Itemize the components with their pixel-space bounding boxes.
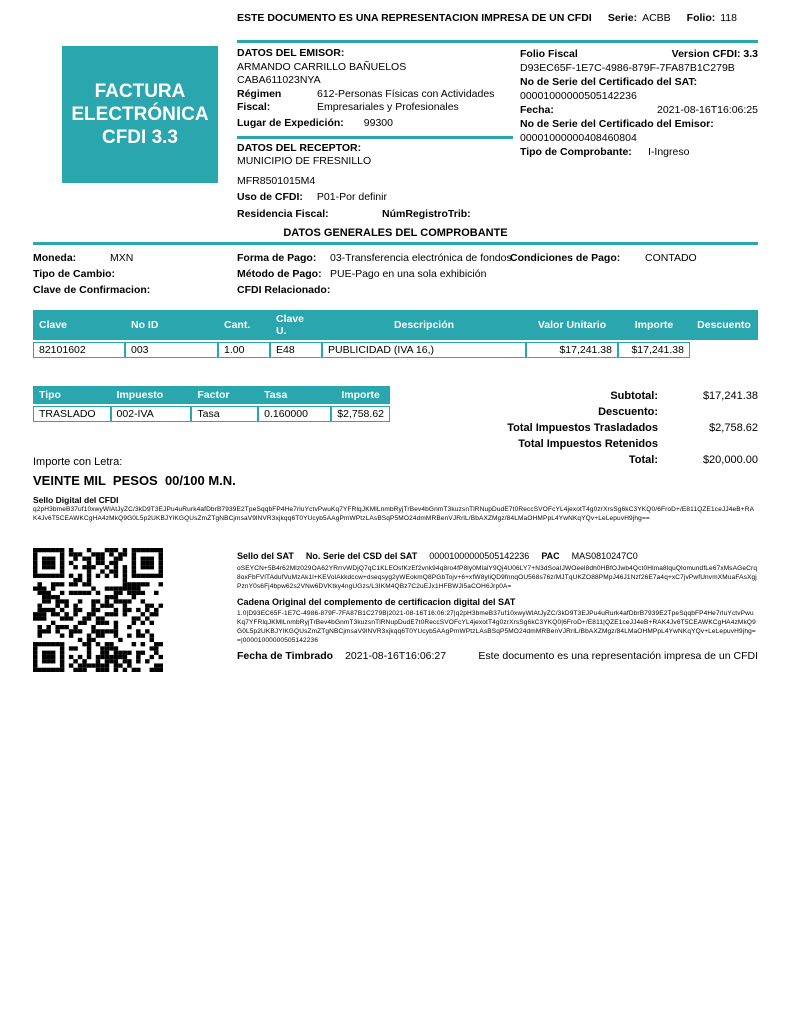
descuento-label: Descuento: (598, 406, 658, 418)
table-row (33, 406, 390, 422)
cell-factor: Tasa (191, 406, 258, 422)
uso-cfdi-value: P01-Por definir (316, 191, 387, 203)
col-noid: No ID (125, 310, 218, 340)
cell-clave: 82101602 (33, 342, 125, 358)
fecha-timbrado-label: Fecha de Timbrado (237, 650, 334, 662)
emisor-nombre: ARMANDO CARRILLO BAÑUELOS (237, 60, 407, 73)
trasladados-label: Total Impuestos Trasladados (507, 422, 658, 434)
document-header-title: ESTE DOCUMENTO ES UNA REPRESENTACION IMPRESA DE UN CFDI (237, 12, 592, 24)
regimen-fiscal-row (237, 88, 513, 115)
forma-pago-label: Forma de Pago: (237, 252, 317, 264)
generales-section (33, 252, 758, 300)
moneda-label: Moneda: (33, 252, 77, 264)
serie-cert-emisor-label: No de Serie del Certificado del Emisor: (520, 118, 714, 130)
col-tasa: Tasa (258, 386, 331, 404)
totals-section (420, 390, 758, 470)
sello-sat-label: Sello del SAT (237, 551, 294, 561)
importe-letra-value: VEINTE MIL PESOS 00/100 M.N. (33, 473, 236, 488)
regimen-fiscal-label: Régimen Fiscal: (237, 87, 282, 113)
col-claveu: Clave U. (270, 310, 322, 340)
num-registro-trib-label: NúmRegistroTrib: (382, 207, 471, 220)
col-factor: Factor (191, 386, 258, 404)
clave-confirmacion-label: Clave de Confirmacion: (33, 284, 151, 296)
receptor-section-label: DATOS DEL RECEPTOR: (237, 141, 362, 154)
generales-title: DATOS GENERALES DEL COMPROBANTE (283, 227, 508, 239)
subtotal-row (420, 390, 758, 406)
residencia-row (237, 208, 513, 222)
pac-label: PAC (541, 551, 560, 561)
serie-value: ACBB (642, 12, 671, 24)
factura-electronica-badge (62, 46, 218, 183)
folio-fiscal-row (520, 47, 758, 61)
impuestos-header-row (33, 386, 390, 404)
serie-cert-emisor-value: 00001000000408460804 (520, 132, 637, 144)
cell-descuento (690, 342, 758, 358)
fecha-label: Fecha: (520, 104, 554, 116)
fecha-value: 2021-08-16T16:06:25 (657, 104, 758, 116)
items-table (33, 308, 758, 360)
cell-tasa: 0.160000 (258, 406, 331, 422)
descuento-value (658, 406, 758, 422)
cell-importe: $17,241.38 (618, 342, 690, 358)
qr-code (33, 548, 163, 672)
divider (237, 136, 513, 139)
forma-pago-value: 03-Transferencia electrónica de fondos (330, 252, 512, 264)
generales-row-1 (33, 252, 758, 268)
total-label: Total: (628, 454, 658, 466)
moneda-value: MXN (110, 252, 134, 264)
col-clave: Clave (33, 310, 125, 340)
serie-label: Serie: (607, 12, 638, 24)
emisor-section-label: DATOS DEL EMISOR: (237, 47, 345, 59)
tipo-comprobante-label: Tipo de Comprobante: (520, 146, 632, 158)
pac-value: MAS0810247C0 (571, 551, 638, 561)
folio-value: 118 (720, 12, 737, 24)
fecha-timbrado (237, 650, 446, 662)
csd-sat-value: 00001000000505142236 (429, 551, 530, 561)
folio-label: Folio: (686, 12, 716, 24)
csd-sat-label: No. Serie del CSD del SAT (305, 551, 418, 561)
importe-letra-section (33, 456, 236, 488)
total-value: $20,000.00 (702, 454, 758, 466)
table-row (33, 342, 758, 358)
col-valor-unitario: Valor Unitario (526, 310, 618, 340)
lugar-expedicion-label: Lugar de Expedición: (237, 116, 344, 129)
timbrado-row (237, 650, 758, 662)
sello-cfdi-value: q2pH3bmeB37uf10xwyWlAtJyZC/3kD9T3EJPu4uRurk4afDbrB7939E2TpeSqqbFP4He7rluYctvPwuKq7YFRlqJKMlLnmbRyjTrBev4bGnmT3kuzsnTlRNupDudE7t0ReccSVOFcYL4jexotT4g0zrXrsSg6kC3YKQ0/6FroD+/E811QZE1ceJJ4eB+RAK4Jv6T5CEAWKCgHA4zMkQ9G0L5p2UKBJYlKGQUsZmZTgNBCjmsaV9lNVR3xjkqq6T0YUcyb5AAgPmWPtzLAsBSqP5MO24dmMRBenVJRrlL/BbAXZMgz/84LMaOHMPpL4YwNKqYQv+LeLepuvH9jhg== (33, 506, 755, 522)
brand-line2: ELECTRÓNICA (71, 103, 209, 125)
brand-line3: CFDI 3.3 (101, 127, 179, 149)
regimen-fiscal-value: 612-Personas Físicas con Actividades Empresariales y Profesionales (317, 87, 495, 113)
sat-section (237, 551, 758, 662)
retenidos-row (420, 438, 758, 454)
divider (237, 40, 758, 43)
col-descuento: Descuento (690, 310, 758, 340)
tipo-comprobante-value: I-Ingreso (648, 146, 690, 158)
fiscal-section (520, 47, 758, 159)
importe-letra-label: Importe con Letra: (33, 456, 123, 468)
uso-cfdi-label: Uso de CFDI: (237, 191, 303, 203)
total-row (420, 454, 758, 470)
condiciones-pago-value: CONTADO (645, 252, 697, 264)
uuid-value: D93EC65F-1E7C-4986-879F-7FA87B1C279B (520, 62, 735, 74)
cell-valor-unitario: $17,241.38 (526, 342, 618, 358)
serie-cert-sat-label: No de Serie del Certificado del SAT: (520, 76, 698, 88)
trasladados-value: $2,758.62 (709, 422, 758, 434)
cell-impuesto: 002-IVA (111, 406, 192, 422)
serie-folio (608, 12, 737, 24)
fecha-timbrado-value: 2021-08-16T16:06:27 (345, 650, 447, 662)
timbrado-note: Este documento es una representación impresa de un CFDI (478, 650, 758, 662)
metodo-pago-label: Método de Pago: (237, 268, 322, 280)
sello-cfdi-section (33, 495, 758, 523)
cell-descripcion: PUBLICIDAD (IVA 16,) (322, 342, 526, 358)
col-tipo: Tipo (33, 386, 111, 404)
folio-fiscal-label: Folio Fiscal (520, 48, 578, 60)
generales-row-2 (33, 268, 758, 284)
emisor-rfc: CABA611023NYA (237, 74, 321, 86)
cadena-original-label: Cadena Original del complemento de certificacion digital del SAT (237, 597, 516, 607)
cadena-original-value: 1.0|D93EC65F-1E7C-4986-879F-7FA87B1C279B|2021-08-16T16:06:27|q2pH3bmeB37uf10xwyWlAtJyZC/3kD9T3EJPu4uRurk4afDbrB7939E2TpeSqqbFP4He7rluYctvPwuKq7YFRlqJKMlLnmbRyjTrBev4bGnmT3kuzsnTlRNupDudE7t0ReccSVOFcYL4jexotT4g0zrXrsSg6kC3YKQ0|6FroD+/E811|QZE1ceJJ4eB+RAK4Jv6T5CEAWKCgHA4zMkQ9G0L5p2UKBJYlKGQUsZmZTgNBCjmsaV9lNVR3xjkqq6T0YUcyb5AAgPmWPtzLAsBSqP5MO24dmMRBenVJRrlL/BbAXZMgz/84LMaOHMPpL4YwNKqYQv+LeLepuvH9jhg==|00001000000505142236 (237, 610, 756, 644)
emisor-section (237, 47, 513, 221)
qr-code-image (33, 548, 163, 672)
sello-sat-value: oSEYCN+5B4r62Mlz029OA62YRrrvWDjQ7qC1KLEOsfKzEf2vnk94q8ro4fP8ly0MlalY9Qj4U06LY7+N3dSoaIJWOeel8dh0HBfOJwb4Qct0Hlma8lquQlomundfLe67xMsAGeCrq8oxFbFVlTAdufVuMzAk1l+KEVolAkkdccw+dseqsyg2yWEokmQ8PGbTojv+6+xfW8yliQD9fnnqOU568s76z/MJTqUKZO88PMpJ46J1Nzf26E7a4q+xC7jvPwfUnvmXMuaFAsXgjPznY0s6Fj4bpw62s2VNw6DVKtky4ngUGzs/L3IKM4QBz7C2uEJx1HFBWJl5aCOH6Jrp0A= (237, 565, 758, 590)
cell-noid: 003 (125, 342, 218, 358)
impuestos-table (33, 384, 390, 424)
brand-line1: FACTURA (94, 80, 186, 102)
lugar-expedicion-row (237, 117, 513, 131)
uso-cfdi-row (237, 191, 513, 205)
sello-cfdi-label: Sello Digital del CFDI (33, 495, 119, 505)
receptor-rfc: MFR8501015M4 (237, 174, 316, 187)
document-header (237, 12, 737, 24)
serie-cert-sat-value: 00001000000505142236 (520, 90, 637, 102)
col-impuesto: Impuesto (111, 386, 192, 404)
subtotal-label: Subtotal: (610, 390, 658, 402)
lugar-expedicion-value: 99300 (363, 116, 393, 129)
retenidos-label: Total Impuestos Retenidos (518, 438, 658, 450)
cell-importe-imp: $2,758.62 (331, 406, 390, 422)
cfdi-relacionado-label: CFDI Relacionado: (237, 284, 331, 296)
items-header-row (33, 310, 758, 340)
tipo-cambio-label: Tipo de Cambio: (33, 268, 116, 280)
retenidos-value (658, 438, 758, 454)
serie (608, 12, 671, 24)
col-descripcion: Descripción (322, 310, 526, 340)
cell-tipo: TRASLADO (33, 406, 111, 422)
tipo-comprobante-row (520, 145, 758, 159)
subtotal-value: $17,241.38 (702, 390, 758, 402)
condiciones-pago-label: Condiciones de Pago: (510, 252, 621, 264)
metodo-pago-value: PUE-Pago en una sola exhibición (330, 268, 487, 280)
trasladados-row (420, 422, 758, 438)
folio (687, 12, 737, 24)
fecha-row (520, 103, 758, 117)
receptor-nombre: MUNICIPIO DE FRESNILLO (237, 155, 372, 167)
residencia-fiscal-label: Residencia Fiscal: (237, 207, 329, 220)
cell-claveu: E48 (270, 342, 322, 358)
generales-row-3 (33, 284, 758, 300)
divider (33, 242, 758, 245)
cell-cant: 1.00 (218, 342, 270, 358)
col-importe-imp: Importe (331, 386, 390, 404)
sat-header-row (237, 551, 758, 561)
version-cfdi-label: Version CFDI: 3.3 (671, 48, 758, 60)
col-cant: Cant. (218, 310, 270, 340)
descuento-row (420, 406, 758, 422)
col-importe: Importe (618, 310, 690, 340)
